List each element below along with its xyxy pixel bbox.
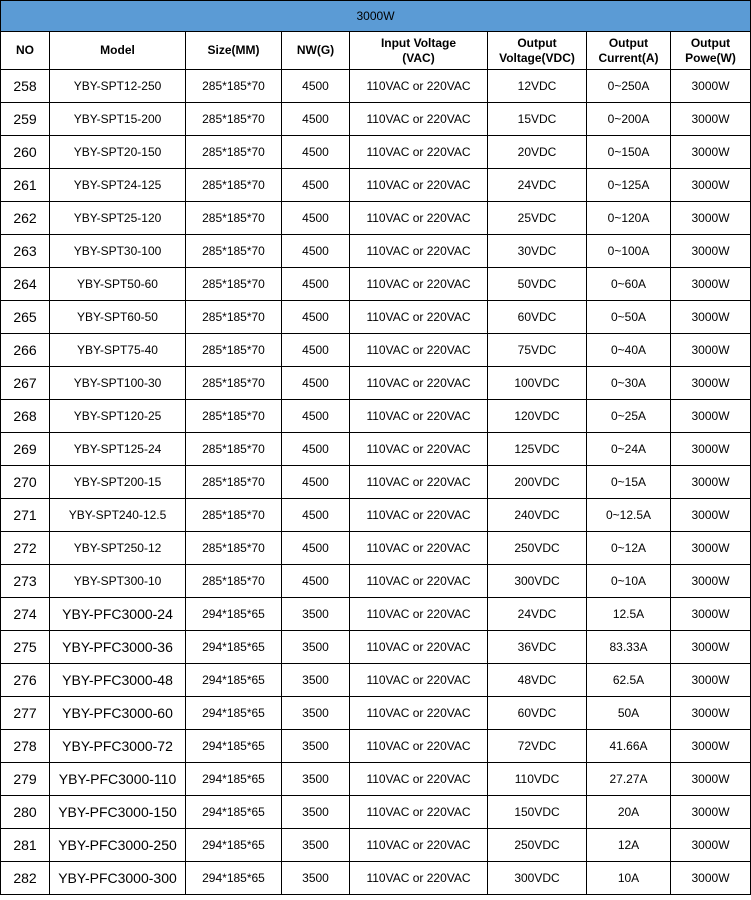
- cell-output-power: 3000W: [671, 631, 751, 664]
- cell-input-voltage: 110VAC or 220VAC: [350, 730, 488, 763]
- cell-output-power: 3000W: [671, 400, 751, 433]
- cell-output-power: 3000W: [671, 367, 751, 400]
- cell-output-voltage: 120VDC: [488, 400, 587, 433]
- cell-no: 262: [1, 202, 50, 235]
- cell-input-voltage: 110VAC or 220VAC: [350, 433, 488, 466]
- cell-model: YBY-PFC3000-300: [50, 862, 186, 895]
- cell-output-voltage: 100VDC: [488, 367, 587, 400]
- table-row: [1, 829, 751, 862]
- cell-output-voltage: 15VDC: [488, 103, 587, 136]
- cell-model: YBY-SPT12-250: [50, 70, 186, 103]
- header-input-voltage-line2: (VAC): [402, 50, 435, 65]
- cell-output-power: 3000W: [671, 565, 751, 598]
- cell-output-voltage: 24VDC: [488, 598, 587, 631]
- cell-output-current: 20A: [587, 796, 671, 829]
- cell-model: YBY-SPT25-120: [50, 202, 186, 235]
- cell-nw: 4500: [282, 301, 350, 334]
- cell-no: 269: [1, 433, 50, 466]
- cell-nw: 4500: [282, 367, 350, 400]
- table-row: [1, 730, 751, 763]
- table-row: [1, 268, 751, 301]
- cell-output-current: 0~15A: [587, 466, 671, 499]
- cell-size: 285*185*70: [186, 136, 282, 169]
- cell-output-current: 62.5A: [587, 664, 671, 697]
- cell-no: 261: [1, 169, 50, 202]
- cell-output-power: 3000W: [671, 763, 751, 796]
- cell-nw: 4500: [282, 400, 350, 433]
- cell-model: YBY-SPT100-30: [50, 367, 186, 400]
- cell-output-current: 0~12.5A: [587, 499, 671, 532]
- cell-output-current: 41.66A: [587, 730, 671, 763]
- cell-output-voltage: 72VDC: [488, 730, 587, 763]
- cell-output-power: 3000W: [671, 697, 751, 730]
- cell-output-voltage: 200VDC: [488, 466, 587, 499]
- cell-nw: 4500: [282, 235, 350, 268]
- cell-output-power: 3000W: [671, 103, 751, 136]
- cell-model: YBY-SPT200-15: [50, 466, 186, 499]
- cell-model: YBY-SPT250-12: [50, 532, 186, 565]
- header-output-voltage-line1: Output: [517, 35, 557, 50]
- cell-no: 259: [1, 103, 50, 136]
- cell-input-voltage: 110VAC or 220VAC: [350, 70, 488, 103]
- table-row: [1, 169, 751, 202]
- cell-size: 285*185*70: [186, 433, 282, 466]
- cell-output-voltage: 240VDC: [488, 499, 587, 532]
- cell-size: 285*185*70: [186, 466, 282, 499]
- cell-output-voltage: 24VDC: [488, 169, 587, 202]
- cell-nw: 4500: [282, 103, 350, 136]
- cell-nw: 4500: [282, 169, 350, 202]
- cell-input-voltage: 110VAC or 220VAC: [350, 796, 488, 829]
- table-row: [1, 136, 751, 169]
- header-no: NO: [1, 32, 50, 70]
- table-row: [1, 499, 751, 532]
- cell-model: YBY-SPT75-40: [50, 334, 186, 367]
- cell-size: 285*185*70: [186, 301, 282, 334]
- cell-model: YBY-SPT60-50: [50, 301, 186, 334]
- table-row: [1, 202, 751, 235]
- cell-no: 276: [1, 664, 50, 697]
- cell-output-voltage: 50VDC: [488, 268, 587, 301]
- cell-no: 275: [1, 631, 50, 664]
- cell-nw: 4500: [282, 334, 350, 367]
- cell-output-power: 3000W: [671, 829, 751, 862]
- cell-output-current: 0~250A: [587, 70, 671, 103]
- cell-input-voltage: 110VAC or 220VAC: [350, 829, 488, 862]
- cell-model: YBY-PFC3000-72: [50, 730, 186, 763]
- cell-output-current: 27.27A: [587, 763, 671, 796]
- table-row: [1, 367, 751, 400]
- cell-model: YBY-SPT50-60: [50, 268, 186, 301]
- cell-output-voltage: 30VDC: [488, 235, 587, 268]
- header-nw: NW(G): [282, 32, 350, 70]
- header-output-voltage: [488, 32, 587, 70]
- cell-output-voltage: 250VDC: [488, 829, 587, 862]
- cell-nw: 4500: [282, 466, 350, 499]
- table-row: [1, 433, 751, 466]
- cell-input-voltage: 110VAC or 220VAC: [350, 235, 488, 268]
- cell-input-voltage: 110VAC or 220VAC: [350, 301, 488, 334]
- table-body: [1, 70, 751, 895]
- cell-output-power: 3000W: [671, 532, 751, 565]
- cell-nw: 3500: [282, 796, 350, 829]
- cell-output-power: 3000W: [671, 70, 751, 103]
- cell-output-power: 3000W: [671, 169, 751, 202]
- cell-input-voltage: 110VAC or 220VAC: [350, 202, 488, 235]
- cell-nw: 3500: [282, 862, 350, 895]
- cell-output-voltage: 25VDC: [488, 202, 587, 235]
- cell-output-current: 83.33A: [587, 631, 671, 664]
- table-row: [1, 697, 751, 730]
- cell-nw: 4500: [282, 70, 350, 103]
- cell-output-voltage: 300VDC: [488, 565, 587, 598]
- cell-model: YBY-SPT300-10: [50, 565, 186, 598]
- cell-input-voltage: 110VAC or 220VAC: [350, 763, 488, 796]
- cell-output-power: 3000W: [671, 334, 751, 367]
- cell-size: 285*185*70: [186, 268, 282, 301]
- cell-output-current: 0~60A: [587, 268, 671, 301]
- table-row: [1, 565, 751, 598]
- cell-no: 279: [1, 763, 50, 796]
- cell-model: YBY-PFC3000-48: [50, 664, 186, 697]
- cell-output-power: 3000W: [671, 862, 751, 895]
- cell-size: 285*185*70: [186, 532, 282, 565]
- cell-output-current: 0~12A: [587, 532, 671, 565]
- cell-input-voltage: 110VAC or 220VAC: [350, 400, 488, 433]
- cell-size: 294*185*65: [186, 598, 282, 631]
- cell-no: 281: [1, 829, 50, 862]
- cell-model: YBY-SPT20-150: [50, 136, 186, 169]
- table-row: [1, 598, 751, 631]
- cell-output-power: 3000W: [671, 268, 751, 301]
- cell-input-voltage: 110VAC or 220VAC: [350, 532, 488, 565]
- cell-size: 285*185*70: [186, 103, 282, 136]
- cell-output-current: 0~120A: [587, 202, 671, 235]
- cell-output-power: 3000W: [671, 466, 751, 499]
- cell-input-voltage: 110VAC or 220VAC: [350, 565, 488, 598]
- cell-nw: 3500: [282, 664, 350, 697]
- cell-no: 267: [1, 367, 50, 400]
- cell-size: 285*185*70: [186, 400, 282, 433]
- cell-no: 268: [1, 400, 50, 433]
- cell-output-current: 0~30A: [587, 367, 671, 400]
- cell-output-voltage: 150VDC: [488, 796, 587, 829]
- header-output-power-line1: Output: [690, 35, 731, 50]
- cell-size: 294*185*65: [186, 730, 282, 763]
- cell-output-voltage: 60VDC: [488, 697, 587, 730]
- cell-output-power: 3000W: [671, 433, 751, 466]
- cell-size: 294*185*65: [186, 862, 282, 895]
- title-row: [1, 1, 751, 32]
- cell-output-current: 0~200A: [587, 103, 671, 136]
- cell-output-current: 50A: [587, 697, 671, 730]
- cell-no: 280: [1, 796, 50, 829]
- table-row: [1, 70, 751, 103]
- cell-size: 285*185*70: [186, 334, 282, 367]
- cell-output-power: 3000W: [671, 235, 751, 268]
- cell-size: 294*185*65: [186, 829, 282, 862]
- cell-nw: 4500: [282, 499, 350, 532]
- cell-no: 270: [1, 466, 50, 499]
- cell-output-voltage: 250VDC: [488, 532, 587, 565]
- cell-model: YBY-PFC3000-24: [50, 598, 186, 631]
- cell-output-current: 0~50A: [587, 301, 671, 334]
- cell-nw: 3500: [282, 763, 350, 796]
- cell-output-power: 3000W: [671, 202, 751, 235]
- cell-size: 294*185*65: [186, 697, 282, 730]
- cell-size: 294*185*65: [186, 796, 282, 829]
- cell-model: YBY-PFC3000-36: [50, 631, 186, 664]
- cell-input-voltage: 110VAC or 220VAC: [350, 136, 488, 169]
- cell-no: 260: [1, 136, 50, 169]
- header-output-power-line2: Powe(W): [685, 50, 736, 65]
- header-model: Model: [50, 32, 186, 70]
- cell-output-power: 3000W: [671, 136, 751, 169]
- cell-no: 273: [1, 565, 50, 598]
- header-size: Size(MM): [186, 32, 282, 70]
- cell-size: 285*185*70: [186, 169, 282, 202]
- cell-output-current: 0~25A: [587, 400, 671, 433]
- cell-nw: 3500: [282, 631, 350, 664]
- cell-size: 294*185*65: [186, 763, 282, 796]
- cell-size: 285*185*70: [186, 499, 282, 532]
- cell-output-power: 3000W: [671, 796, 751, 829]
- table-row: [1, 400, 751, 433]
- cell-no: 263: [1, 235, 50, 268]
- cell-output-voltage: 48VDC: [488, 664, 587, 697]
- cell-model: YBY-PFC3000-150: [50, 796, 186, 829]
- cell-model: YBY-PFC3000-60: [50, 697, 186, 730]
- cell-output-current: 0~125A: [587, 169, 671, 202]
- table-row: [1, 796, 751, 829]
- cell-size: 285*185*70: [186, 235, 282, 268]
- cell-input-voltage: 110VAC or 220VAC: [350, 598, 488, 631]
- table-row: [1, 466, 751, 499]
- header-row: [1, 32, 751, 70]
- cell-size: 285*185*70: [186, 202, 282, 235]
- cell-output-voltage: 110VDC: [488, 763, 587, 796]
- table-title: 3000W: [1, 1, 751, 32]
- cell-output-power: 3000W: [671, 730, 751, 763]
- cell-no: 265: [1, 301, 50, 334]
- cell-output-current: 0~24A: [587, 433, 671, 466]
- table-row: [1, 301, 751, 334]
- cell-input-voltage: 110VAC or 220VAC: [350, 367, 488, 400]
- cell-input-voltage: 110VAC or 220VAC: [350, 664, 488, 697]
- table-row: [1, 763, 751, 796]
- cell-size: 285*185*70: [186, 367, 282, 400]
- cell-input-voltage: 110VAC or 220VAC: [350, 103, 488, 136]
- cell-output-voltage: 20VDC: [488, 136, 587, 169]
- cell-no: 282: [1, 862, 50, 895]
- cell-input-voltage: 110VAC or 220VAC: [350, 631, 488, 664]
- table-row: [1, 862, 751, 895]
- cell-nw: 3500: [282, 598, 350, 631]
- cell-no: 271: [1, 499, 50, 532]
- cell-output-voltage: 125VDC: [488, 433, 587, 466]
- cell-nw: 4500: [282, 268, 350, 301]
- cell-size: 294*185*65: [186, 664, 282, 697]
- cell-model: YBY-SPT30-100: [50, 235, 186, 268]
- cell-size: 285*185*70: [186, 70, 282, 103]
- cell-nw: 3500: [282, 730, 350, 763]
- cell-output-voltage: 60VDC: [488, 301, 587, 334]
- cell-output-current: 0~40A: [587, 334, 671, 367]
- table-row: [1, 235, 751, 268]
- cell-output-current: 12.5A: [587, 598, 671, 631]
- header-output-current: [587, 32, 671, 70]
- cell-size: 285*185*70: [186, 565, 282, 598]
- cell-output-power: 3000W: [671, 598, 751, 631]
- cell-no: 274: [1, 598, 50, 631]
- cell-output-voltage: 75VDC: [488, 334, 587, 367]
- header-input-voltage-line1: Input Voltage: [380, 35, 457, 50]
- cell-output-voltage: 36VDC: [488, 631, 587, 664]
- cell-no: 264: [1, 268, 50, 301]
- table-row: [1, 664, 751, 697]
- cell-nw: 4500: [282, 136, 350, 169]
- header-output-current-line2: Current(A): [598, 50, 659, 65]
- header-output-voltage-line2: Voltage(VDC): [499, 50, 575, 65]
- cell-output-voltage: 300VDC: [488, 862, 587, 895]
- cell-input-voltage: 110VAC or 220VAC: [350, 334, 488, 367]
- header-output-power: [671, 32, 751, 70]
- cell-no: 278: [1, 730, 50, 763]
- table-row: [1, 532, 751, 565]
- cell-model: YBY-SPT240-12.5: [50, 499, 186, 532]
- cell-input-voltage: 110VAC or 220VAC: [350, 466, 488, 499]
- table-row: [1, 631, 751, 664]
- cell-output-current: 12A: [587, 829, 671, 862]
- cell-input-voltage: 110VAC or 220VAC: [350, 862, 488, 895]
- cell-model: YBY-SPT125-24: [50, 433, 186, 466]
- cell-nw: 4500: [282, 532, 350, 565]
- cell-input-voltage: 110VAC or 220VAC: [350, 268, 488, 301]
- cell-size: 294*185*65: [186, 631, 282, 664]
- cell-output-voltage: 12VDC: [488, 70, 587, 103]
- cell-output-power: 3000W: [671, 664, 751, 697]
- cell-output-current: 0~10A: [587, 565, 671, 598]
- cell-output-power: 3000W: [671, 301, 751, 334]
- cell-output-current: 0~100A: [587, 235, 671, 268]
- cell-output-current: 0~150A: [587, 136, 671, 169]
- cell-input-voltage: 110VAC or 220VAC: [350, 697, 488, 730]
- cell-model: YBY-SPT120-25: [50, 400, 186, 433]
- cell-nw: 3500: [282, 697, 350, 730]
- header-input-voltage: [350, 32, 488, 70]
- cell-nw: 4500: [282, 202, 350, 235]
- cell-model: YBY-PFC3000-250: [50, 829, 186, 862]
- cell-no: 277: [1, 697, 50, 730]
- cell-nw: 3500: [282, 829, 350, 862]
- table-row: [1, 103, 751, 136]
- cell-no: 258: [1, 70, 50, 103]
- cell-no: 266: [1, 334, 50, 367]
- cell-model: YBY-SPT15-200: [50, 103, 186, 136]
- cell-nw: 4500: [282, 565, 350, 598]
- table-row: [1, 334, 751, 367]
- cell-model: YBY-SPT24-125: [50, 169, 186, 202]
- cell-nw: 4500: [282, 433, 350, 466]
- cell-model: YBY-PFC3000-110: [50, 763, 186, 796]
- cell-output-power: 3000W: [671, 499, 751, 532]
- header-output-current-line1: Output: [608, 35, 649, 50]
- cell-input-voltage: 110VAC or 220VAC: [350, 499, 488, 532]
- cell-no: 272: [1, 532, 50, 565]
- cell-input-voltage: 110VAC or 220VAC: [350, 169, 488, 202]
- cell-output-current: 10A: [587, 862, 671, 895]
